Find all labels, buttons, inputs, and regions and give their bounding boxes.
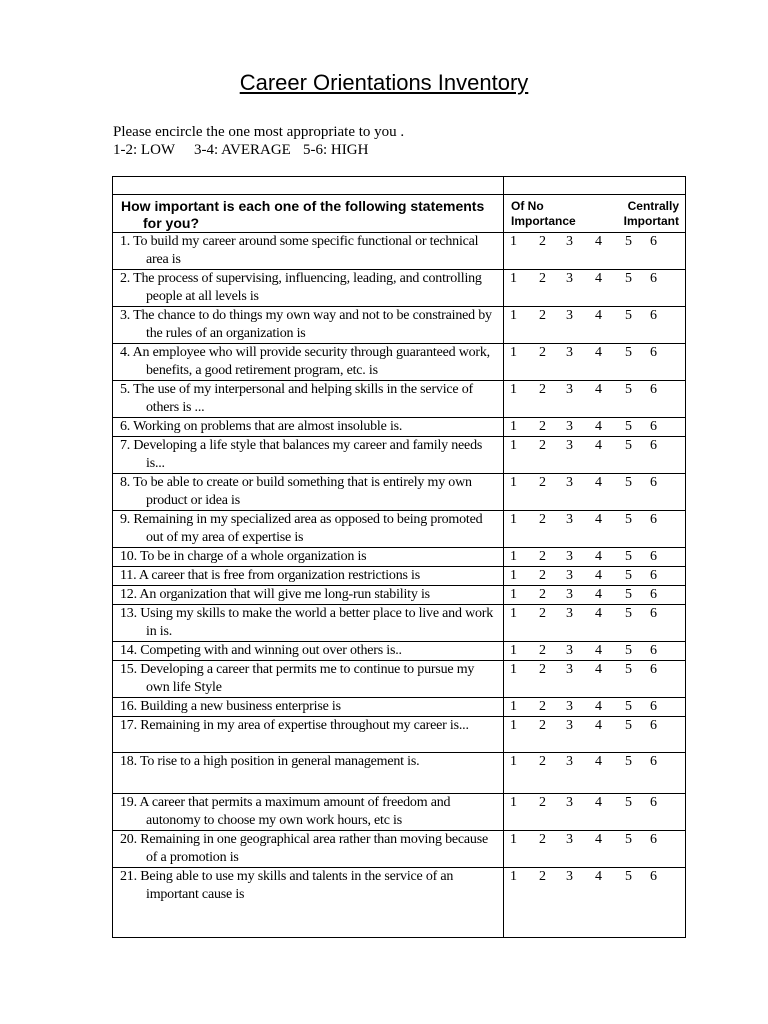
rating-option-6[interactable]: 6 bbox=[650, 512, 657, 527]
rating-options bbox=[504, 548, 686, 567]
rating-option-2[interactable]: 2 bbox=[539, 643, 546, 658]
rating-option-1[interactable]: 1 bbox=[510, 419, 517, 434]
scale-high-label bbox=[624, 199, 679, 229]
rating-option-6[interactable]: 6 bbox=[650, 419, 657, 434]
rating-option-2[interactable]: 2 bbox=[539, 382, 546, 397]
rating-option-2[interactable]: 2 bbox=[539, 869, 546, 884]
rating-option-6[interactable]: 6 bbox=[650, 438, 657, 453]
rating-options bbox=[504, 567, 686, 586]
rating-option-1[interactable]: 1 bbox=[510, 832, 517, 847]
rating-option-5[interactable]: 5 bbox=[625, 549, 632, 564]
page-title: Career Orientations Inventory bbox=[239, 70, 529, 95]
rating-option-1[interactable]: 1 bbox=[510, 606, 517, 621]
rating-option-2[interactable]: 2 bbox=[539, 308, 546, 323]
rating-option-5[interactable]: 5 bbox=[625, 587, 632, 602]
rating-option-3[interactable]: 3 bbox=[566, 308, 573, 323]
rating-option-2[interactable]: 2 bbox=[539, 549, 546, 564]
rating-option-4[interactable]: 4 bbox=[595, 754, 602, 769]
rating-option-6[interactable]: 6 bbox=[650, 795, 657, 810]
question-text: 16. Building a new business enterprise is bbox=[113, 698, 504, 717]
rating-option-2[interactable]: 2 bbox=[539, 345, 546, 360]
rating-option-2[interactable]: 2 bbox=[539, 271, 546, 286]
rating-option-5[interactable]: 5 bbox=[625, 419, 632, 434]
question-header: How important is each one of the following statements for you? bbox=[113, 195, 504, 233]
rating-option-5[interactable]: 5 bbox=[625, 568, 632, 583]
rating-option-4[interactable]: 4 bbox=[595, 869, 602, 884]
rating-option-1[interactable]: 1 bbox=[510, 754, 517, 769]
rating-option-3[interactable]: 3 bbox=[566, 869, 573, 884]
rating-option-6[interactable]: 6 bbox=[650, 718, 657, 733]
scale-low-label bbox=[511, 199, 576, 229]
question-text: 20. Remaining in one geographical area rather than moving because of a promotion is bbox=[113, 831, 504, 868]
question-text: 2. The process of supervising, influencing, leading, and controlling people at all levels is bbox=[113, 270, 504, 307]
rating-option-3[interactable]: 3 bbox=[566, 475, 573, 490]
rating-option-5[interactable]: 5 bbox=[625, 718, 632, 733]
rating-option-3[interactable]: 3 bbox=[566, 795, 573, 810]
rating-option-2[interactable]: 2 bbox=[539, 754, 546, 769]
question-text: 7. Developing a life style that balances my career and family needs is... bbox=[113, 437, 504, 474]
question-row bbox=[113, 548, 686, 567]
rating-option-6[interactable]: 6 bbox=[650, 662, 657, 677]
blank-cell bbox=[504, 177, 686, 195]
rating-option-5[interactable]: 5 bbox=[625, 754, 632, 769]
question-text: 3. The chance to do things my own way and not to be constrained by the rules of an organization is bbox=[113, 307, 504, 344]
rating-option-2[interactable]: 2 bbox=[539, 568, 546, 583]
rating-option-4[interactable]: 4 bbox=[595, 699, 602, 714]
rating-option-3[interactable]: 3 bbox=[566, 606, 573, 621]
question-text: 5. The use of my interpersonal and helping skills in the service of others is ... bbox=[113, 381, 504, 418]
rating-option-3[interactable]: 3 bbox=[566, 718, 573, 733]
rating-option-1[interactable]: 1 bbox=[510, 662, 517, 677]
rating-option-3[interactable]: 3 bbox=[566, 754, 573, 769]
rating-option-1[interactable]: 1 bbox=[510, 643, 517, 658]
rating-option-6[interactable]: 6 bbox=[650, 754, 657, 769]
scale-high-label-line: Important bbox=[623, 214, 679, 228]
inventory-table bbox=[112, 176, 686, 938]
rating-option-5[interactable]: 5 bbox=[625, 869, 632, 884]
question-text: 11. A career that is free from organization restrictions is bbox=[113, 567, 504, 586]
rating-option-4[interactable]: 4 bbox=[595, 271, 602, 286]
rating-option-3[interactable]: 3 bbox=[566, 587, 573, 602]
rating-option-4[interactable]: 4 bbox=[595, 662, 602, 677]
rating-option-5[interactable]: 5 bbox=[625, 438, 632, 453]
header-row bbox=[113, 195, 686, 233]
question-text: 8. To be able to create or build something that is entirely my own product or idea is bbox=[113, 474, 504, 511]
question-row bbox=[113, 567, 686, 586]
rating-options bbox=[504, 270, 686, 307]
rating-option-2[interactable]: 2 bbox=[539, 662, 546, 677]
rating-option-2[interactable]: 2 bbox=[539, 512, 546, 527]
rating-option-1[interactable]: 1 bbox=[510, 308, 517, 323]
rating-option-6[interactable]: 6 bbox=[650, 869, 657, 884]
scale-high-legend: 5-6: HIGH bbox=[303, 142, 369, 158]
rating-option-1[interactable]: 1 bbox=[510, 234, 517, 249]
rating-option-1[interactable]: 1 bbox=[510, 475, 517, 490]
rating-option-2[interactable]: 2 bbox=[539, 795, 546, 810]
rating-option-3[interactable]: 3 bbox=[566, 234, 573, 249]
rating-option-4[interactable]: 4 bbox=[595, 643, 602, 658]
question-text: 19. A career that permits a maximum amount of freedom and autonomy to choose my own work hours, etc is bbox=[113, 794, 504, 831]
rating-option-6[interactable]: 6 bbox=[650, 643, 657, 658]
rating-option-4[interactable]: 4 bbox=[595, 549, 602, 564]
rating-option-1[interactable]: 1 bbox=[510, 718, 517, 733]
rating-option-3[interactable]: 3 bbox=[566, 662, 573, 677]
rating-options bbox=[504, 794, 686, 831]
rating-option-2[interactable]: 2 bbox=[539, 587, 546, 602]
rating-option-3[interactable]: 3 bbox=[566, 568, 573, 583]
question-text: 13. Using my skills to make the world a better place to live and work in is. bbox=[113, 605, 504, 642]
rating-option-3[interactable]: 3 bbox=[566, 345, 573, 360]
rating-option-2[interactable]: 2 bbox=[539, 419, 546, 434]
question-row bbox=[113, 698, 686, 717]
rating-option-6[interactable]: 6 bbox=[650, 699, 657, 714]
blank-cell bbox=[113, 177, 504, 195]
rating-option-3[interactable]: 3 bbox=[566, 699, 573, 714]
rating-option-6[interactable]: 6 bbox=[650, 549, 657, 564]
rating-options bbox=[504, 474, 686, 511]
question-text: 4. An employee who will provide security through guaranteed work, benefits, a good retirement program, etc. is bbox=[113, 344, 504, 381]
rating-options bbox=[504, 511, 686, 548]
rating-option-1[interactable]: 1 bbox=[510, 345, 517, 360]
question-row bbox=[113, 831, 686, 868]
rating-option-1[interactable]: 1 bbox=[510, 869, 517, 884]
question-row bbox=[113, 307, 686, 344]
question-row bbox=[113, 474, 686, 511]
rating-options bbox=[504, 831, 686, 868]
rating-options bbox=[504, 717, 686, 753]
question-row bbox=[113, 381, 686, 418]
question-row bbox=[113, 605, 686, 642]
rating-option-5[interactable]: 5 bbox=[625, 308, 632, 323]
rating-option-5[interactable]: 5 bbox=[625, 662, 632, 677]
rating-options bbox=[504, 661, 686, 698]
rating-option-2[interactable]: 2 bbox=[539, 832, 546, 847]
rating-option-2[interactable]: 2 bbox=[539, 606, 546, 621]
rating-options bbox=[504, 381, 686, 418]
rating-option-4[interactable]: 4 bbox=[595, 382, 602, 397]
rating-options bbox=[504, 753, 686, 794]
rating-option-3[interactable]: 3 bbox=[566, 382, 573, 397]
rating-option-4[interactable]: 4 bbox=[595, 795, 602, 810]
question-text: 10. To be in charge of a whole organization is bbox=[113, 548, 504, 567]
rating-option-6[interactable]: 6 bbox=[650, 345, 657, 360]
question-row bbox=[113, 717, 686, 753]
rating-options bbox=[504, 586, 686, 605]
rating-option-5[interactable]: 5 bbox=[625, 606, 632, 621]
rating-option-5[interactable]: 5 bbox=[625, 832, 632, 847]
rating-option-2[interactable]: 2 bbox=[539, 718, 546, 733]
rating-option-1[interactable]: 1 bbox=[510, 382, 517, 397]
rating-option-6[interactable]: 6 bbox=[650, 271, 657, 286]
question-row bbox=[113, 437, 686, 474]
rating-option-5[interactable]: 5 bbox=[625, 345, 632, 360]
rating-option-6[interactable]: 6 bbox=[650, 382, 657, 397]
rating-option-4[interactable]: 4 bbox=[595, 587, 602, 602]
rating-option-3[interactable]: 3 bbox=[566, 643, 573, 658]
question-text: 17. Remaining in my area of expertise throughout my career is... bbox=[113, 717, 504, 753]
rating-option-6[interactable]: 6 bbox=[650, 234, 657, 249]
question-text: 18. To rise to a high position in general management is. bbox=[113, 753, 504, 794]
rating-option-5[interactable]: 5 bbox=[625, 512, 632, 527]
rating-option-5[interactable]: 5 bbox=[625, 382, 632, 397]
question-text: 6. Working on problems that are almost insoluble is. bbox=[113, 418, 504, 437]
rating-option-4[interactable]: 4 bbox=[595, 234, 602, 249]
rating-options bbox=[504, 642, 686, 661]
rating-option-4[interactable]: 4 bbox=[595, 568, 602, 583]
scale-low-label-line: Of No bbox=[511, 199, 544, 213]
question-row bbox=[113, 868, 686, 938]
rating-option-4[interactable]: 4 bbox=[595, 718, 602, 733]
rating-option-1[interactable]: 1 bbox=[510, 795, 517, 810]
rating-option-1[interactable]: 1 bbox=[510, 438, 517, 453]
rating-options bbox=[504, 437, 686, 474]
rating-option-4[interactable]: 4 bbox=[595, 512, 602, 527]
blank-top-row bbox=[113, 177, 686, 195]
scale-high-label-line: Centrally bbox=[627, 199, 679, 213]
rating-option-5[interactable]: 5 bbox=[625, 475, 632, 490]
question-row bbox=[113, 511, 686, 548]
scale-low-label-line: Importance bbox=[511, 214, 576, 228]
rating-option-6[interactable]: 6 bbox=[650, 587, 657, 602]
question-text: 14. Competing with and winning out over others is.. bbox=[113, 642, 504, 661]
question-text: 21. Being able to use my skills and talents in the service of an important cause is bbox=[113, 868, 504, 938]
scale-legend bbox=[113, 142, 368, 159]
question-text: 1. To build my career around some specific functional or technical area is bbox=[113, 233, 504, 270]
rating-options bbox=[504, 307, 686, 344]
rating-option-1[interactable]: 1 bbox=[510, 587, 517, 602]
rating-option-6[interactable]: 6 bbox=[650, 308, 657, 323]
rating-option-4[interactable]: 4 bbox=[595, 308, 602, 323]
rating-option-5[interactable]: 5 bbox=[625, 234, 632, 249]
rating-options bbox=[504, 605, 686, 642]
rating-options bbox=[504, 418, 686, 437]
rating-option-4[interactable]: 4 bbox=[595, 606, 602, 621]
rating-option-6[interactable]: 6 bbox=[650, 832, 657, 847]
rating-option-4[interactable]: 4 bbox=[595, 419, 602, 434]
rating-option-2[interactable]: 2 bbox=[539, 475, 546, 490]
question-text: 9. Remaining in my specialized area as opposed to being promoted out of my area of expertise is bbox=[113, 511, 504, 548]
rating-options bbox=[504, 344, 686, 381]
question-row bbox=[113, 661, 686, 698]
instructions-line: Please encircle the one most appropriate to you . bbox=[113, 124, 405, 140]
rating-option-5[interactable]: 5 bbox=[625, 271, 632, 286]
question-text: 15. Developing a career that permits me to continue to pursue my own life Style bbox=[113, 661, 504, 698]
rating-option-4[interactable]: 4 bbox=[595, 345, 602, 360]
rating-option-3[interactable]: 3 bbox=[566, 512, 573, 527]
scale-header bbox=[504, 195, 686, 233]
question-row bbox=[113, 753, 686, 794]
rating-option-3[interactable]: 3 bbox=[566, 832, 573, 847]
rating-option-1[interactable]: 1 bbox=[510, 512, 517, 527]
question-row bbox=[113, 344, 686, 381]
rating-option-1[interactable]: 1 bbox=[510, 271, 517, 286]
rating-option-2[interactable]: 2 bbox=[539, 699, 546, 714]
question-row bbox=[113, 794, 686, 831]
rating-options bbox=[504, 233, 686, 270]
rating-option-4[interactable]: 4 bbox=[595, 475, 602, 490]
rating-option-6[interactable]: 6 bbox=[650, 475, 657, 490]
rating-option-3[interactable]: 3 bbox=[566, 419, 573, 434]
rating-options bbox=[504, 698, 686, 717]
scale-average-legend: 3-4: AVERAGE bbox=[194, 142, 291, 158]
rating-option-2[interactable]: 2 bbox=[539, 234, 546, 249]
rating-option-1[interactable]: 1 bbox=[510, 699, 517, 714]
rating-option-5[interactable]: 5 bbox=[625, 795, 632, 810]
question-row bbox=[113, 642, 686, 661]
rating-option-5[interactable]: 5 bbox=[625, 643, 632, 658]
rating-option-5[interactable]: 5 bbox=[625, 699, 632, 714]
rating-option-3[interactable]: 3 bbox=[566, 549, 573, 564]
rating-option-6[interactable]: 6 bbox=[650, 606, 657, 621]
rating-option-1[interactable]: 1 bbox=[510, 568, 517, 583]
question-row bbox=[113, 270, 686, 307]
rating-option-3[interactable]: 3 bbox=[566, 271, 573, 286]
rating-option-6[interactable]: 6 bbox=[650, 568, 657, 583]
scale-low-legend: 1-2: LOW bbox=[113, 142, 176, 158]
rating-option-3[interactable]: 3 bbox=[566, 438, 573, 453]
rating-option-2[interactable]: 2 bbox=[539, 438, 546, 453]
question-row bbox=[113, 233, 686, 270]
question-row bbox=[113, 586, 686, 605]
question-text: 12. An organization that will give me long-run stability is bbox=[113, 586, 504, 605]
rating-options bbox=[504, 868, 686, 938]
question-row bbox=[113, 418, 686, 437]
rating-option-4[interactable]: 4 bbox=[595, 832, 602, 847]
rating-option-1[interactable]: 1 bbox=[510, 549, 517, 564]
rating-option-4[interactable]: 4 bbox=[595, 438, 602, 453]
